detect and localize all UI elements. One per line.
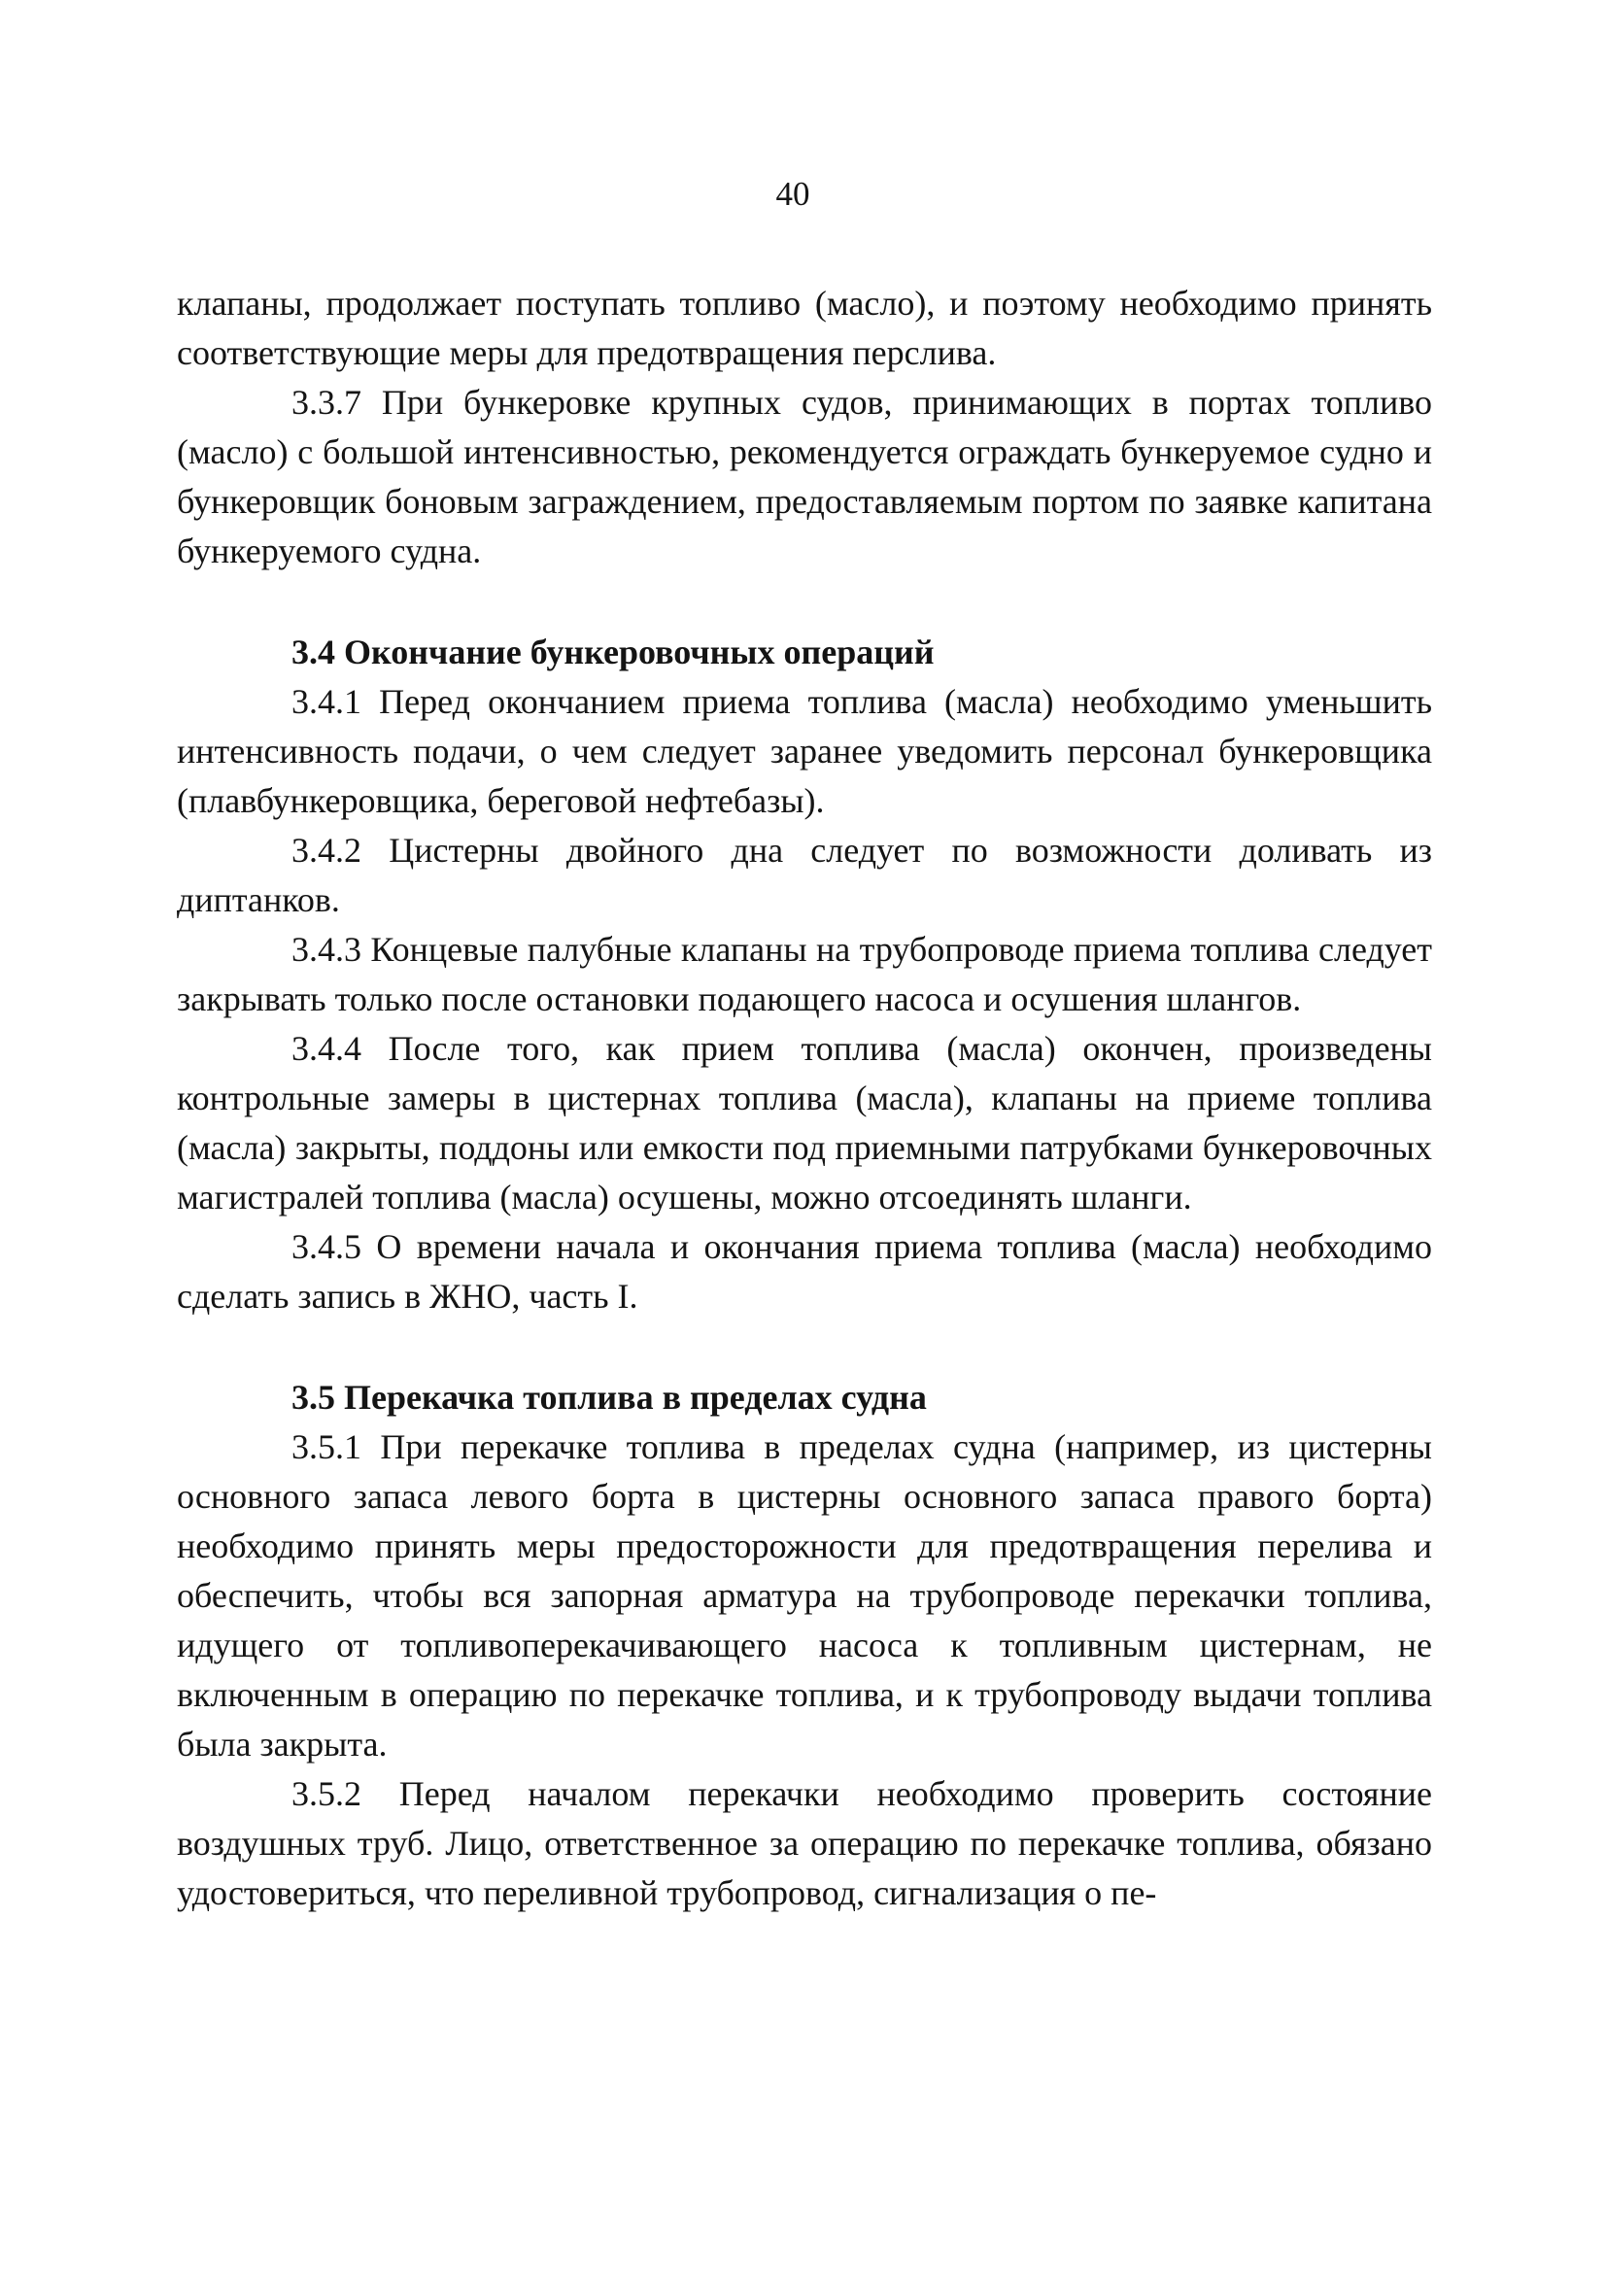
paragraph-3-5-2: 3.5.2 Перед началом перекачки необходимо проверить состояние воздушных труб. Лицо, ответственное за операцию по перекачке топлива, обязано удостовериться, что переливной трубопровод, сигнализация о пе- — [177, 1774, 1432, 1912]
paragraph-3-3-7: 3.3.7 При бункеровке крупных судов, принимающих в портах топливо (масло) с большой интенсивностью, рекомендуется ограждать бункеруемое судно и бункеровщик боновым заграждением, предоставляемым портом по заявке капитана бункеруемого судна. — [177, 383, 1432, 570]
paragraph-3-4-5: 3.4.5 О времени начала и окончания приема топлива (масла) необходимо сделать запись в ЖНО, часть I. — [177, 1227, 1432, 1316]
page-body — [177, 279, 1432, 1918]
paragraph-3-4-1: 3.4.1 Перед окончанием приема топлива (масла) необходимо уменьшить интенсивность подачи, о чем следует заранее уведомить персонал бункеровщика (плавбункеровщика, береговой нефтебазы). — [177, 682, 1432, 820]
paragraph-3-4-3: 3.4.3 Концевые палубные клапаны на трубопроводе приема топлива следует закрывать только после остановки подающего насоса и осушения шлангов. — [177, 930, 1432, 1018]
paragraph-continued: клапаны, продолжает поступать топливо (масло), и поэтому необходимо принять соответствующие меры для предотвращения перслива. — [177, 284, 1432, 372]
section-heading-3-4: 3.4 Окончание бункеровочных операций — [291, 633, 935, 671]
section-heading-3-5: 3.5 Перекачка топлива в пределах судна — [291, 1378, 927, 1417]
page-number: 40 — [775, 175, 810, 213]
paragraph-3-4-4: 3.4.4 После того, как прием топлива (масла) окончен, произведены контрольные замеры в цистернах топлива (масла), клапаны на приеме топлива (масла) закрыты, поддоны или емкости под приемными патрубками бункеровочных магистралей топлива (масла) осушены, можно отсоединять шланги. — [177, 1029, 1432, 1217]
paragraph-3-4-2: 3.4.2 Цистерны двойного дна следует по возможности доливать из диптанков. — [177, 831, 1432, 919]
paragraph-3-5-1: 3.5.1 При перекачке топлива в пределах судна (например, из цистерны основного запаса левого борта в цистерны основного запаса правого борта) необходимо принять меры предосторожности для предотвращения перелива и обеспечить, чтобы вся запорная арматура на трубопроводе перекачки топлива, идущего от топливоперекачивающего насоса к топливным цистернам, не включенным в операцию по перекачке топлива, и к трубопроводу выдачи топлива была закрыта. — [177, 1427, 1432, 1764]
